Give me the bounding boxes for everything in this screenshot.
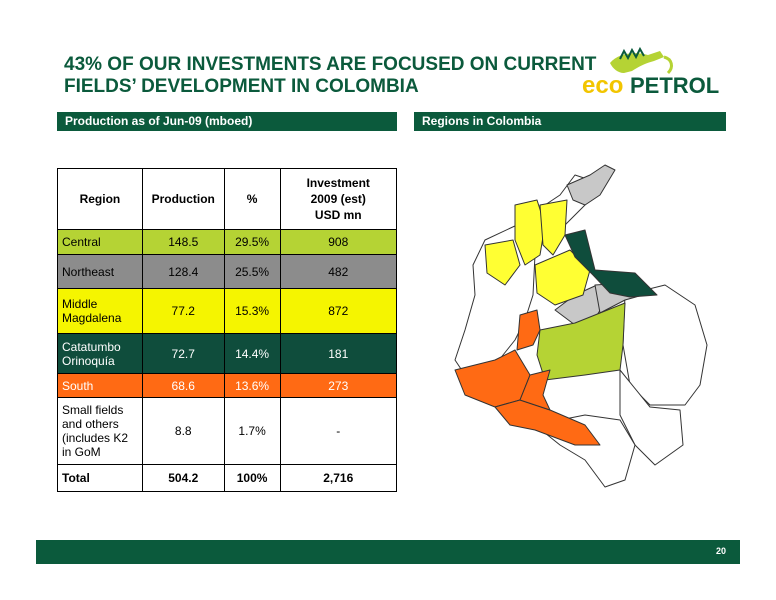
cell-investment: 2,716 (280, 465, 396, 492)
production-table (57, 168, 397, 492)
cell-region: South (58, 374, 143, 398)
page-title-line-1: 43% OF OUR INVESTMENTS ARE FOCUSED ON CURRENT (64, 54, 597, 75)
table-row-northeast (58, 255, 397, 289)
cell-percent: 15.3% (224, 289, 280, 334)
cell-region-line-4: in GoM (62, 445, 101, 459)
cell-investment: 908 (280, 230, 396, 255)
table-row-catatumbo-orinoquia (58, 334, 397, 374)
header-investment-line-1: Investment (306, 176, 370, 190)
cell-percent: 14.4% (224, 334, 280, 374)
cell-region: Central (58, 230, 143, 255)
header-region: Region (58, 169, 143, 230)
cell-production: 77.2 (142, 289, 224, 334)
logo-petrol-text: PETROL (630, 73, 720, 98)
cell-percent: 25.5% (224, 255, 280, 289)
cell-investment: 872 (280, 289, 396, 334)
cell-region-line-2: and others (62, 417, 119, 431)
cell-production: 148.5 (142, 230, 224, 255)
page-title (64, 54, 597, 98)
table-row-central (58, 230, 397, 255)
cell-production: 128.4 (142, 255, 224, 289)
production-section-header: Production as of Jun-09 (mboed) (57, 112, 397, 131)
page-number: 20 (715, 546, 726, 556)
cell-production: 68.6 (142, 374, 224, 398)
map-region-south-1 (517, 310, 540, 350)
cell-region-line-2: Magdalena (62, 311, 122, 325)
table-row-south (58, 374, 397, 398)
cell-region (58, 398, 143, 465)
cell-investment: 482 (280, 255, 396, 289)
cell-region: Total (58, 465, 143, 492)
colombia-regions-map (425, 145, 730, 500)
header-investment-line-3: USD mn (314, 208, 362, 222)
cell-region: Northeast (58, 255, 143, 289)
map-region-white-east (623, 285, 707, 405)
cell-production: 504.2 (142, 465, 224, 492)
cell-region (58, 289, 143, 334)
cell-investment: 273 (280, 374, 396, 398)
map-region-northeast-top (567, 165, 615, 205)
header-investment-line-2: 2009 (est) (310, 192, 366, 206)
cell-investment: - (280, 398, 396, 465)
cell-investment: 181 (280, 334, 396, 374)
cell-percent: 13.6% (224, 374, 280, 398)
footer-bar (36, 540, 740, 564)
header-percent: % (224, 169, 280, 230)
cell-percent: 1.7% (224, 398, 280, 465)
table-row-small-fields (58, 398, 397, 465)
cell-production: 8.8 (142, 398, 224, 465)
iguana-icon (610, 49, 671, 73)
regions-section-header: Regions in Colombia (414, 112, 726, 131)
cell-region (58, 334, 143, 374)
cell-region-line-2: Orinoquía (62, 353, 115, 368)
logo-eco-text: eco (582, 72, 624, 99)
table-row-middle-magdalena (58, 289, 397, 334)
cell-region-line-1: Small fields (62, 403, 124, 417)
header-production: Production (142, 169, 224, 230)
cell-production: 72.7 (142, 334, 224, 374)
map-region-middle-magdalena-3 (540, 200, 567, 255)
ecopetrol-logo (580, 45, 725, 100)
table-header-row (58, 169, 397, 230)
cell-region-line-1: Catatumbo (62, 339, 121, 354)
page-title-line-2: FIELDS’ DEVELOPMENT IN COLOMBIA (64, 76, 419, 97)
header-investment (280, 169, 396, 230)
cell-region-line-1: Middle (62, 297, 98, 311)
cell-percent: 100% (224, 465, 280, 492)
table-row-total (58, 465, 397, 492)
cell-percent: 29.5% (224, 230, 280, 255)
cell-region-line-3: (includes K2 (62, 431, 129, 445)
